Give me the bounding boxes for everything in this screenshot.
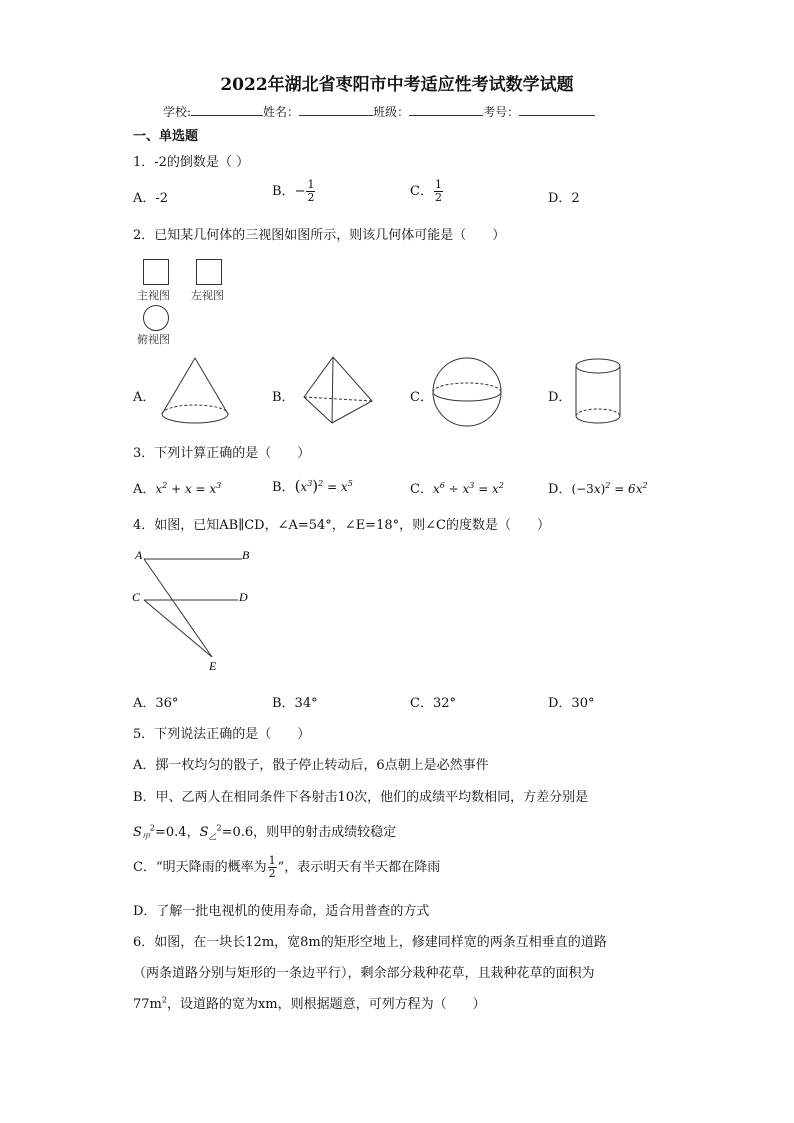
q6-line-1: 6．如图，在一块长12m，宽8m的矩形空地上，修建同样宽的两条互相垂直的道路 bbox=[133, 935, 607, 950]
s-yi-sub: 乙 bbox=[208, 832, 217, 842]
q6-area-sup: 2 bbox=[161, 995, 167, 1005]
left-view-square bbox=[196, 259, 222, 285]
q6-area-value: 77m bbox=[133, 997, 162, 1012]
q1-option-d: D．2 bbox=[548, 191, 580, 206]
q1-b-den: 2 bbox=[307, 191, 315, 204]
q1-c-num: 1 bbox=[434, 178, 442, 191]
q1-stem: 1．-2的倒数是（ ） bbox=[133, 155, 250, 170]
top-view-circle bbox=[143, 305, 169, 331]
q3-c-expr: $x^6 \div x^3 = x^2$ bbox=[432, 481, 504, 496]
q4-stem: 4．如图，已知AB∥CD，∠A=54°，∠E=18°，则∠C的度数是（ ） bbox=[133, 518, 550, 533]
q5-option-b-cont: $S_甲^2=0.4$，$S_乙^2=0.6$，则甲的射击成绩较稳定 bbox=[133, 823, 397, 842]
front-view-label: 主视图 bbox=[137, 289, 170, 302]
q5-c-fraction bbox=[268, 855, 277, 880]
q3-d-expr: $(-3x)^2 = 6x^2$ bbox=[571, 481, 648, 496]
q1-c-den: 2 bbox=[434, 191, 442, 204]
q4-option-b: B．34° bbox=[272, 696, 318, 711]
q1-b-fraction bbox=[306, 179, 315, 204]
point-b-label: B bbox=[242, 548, 250, 562]
q6-line-3-text: ，设道路的宽为xm，则根据题意，可列方程为（ ） bbox=[166, 997, 486, 1012]
q3-b-expr: $(x^3)^2 = x^5$ bbox=[294, 477, 353, 495]
q6-line-2: （两条道路分别与矩形的一条边平行），剩余部分栽种花草，且栽种花草的面积为 bbox=[133, 966, 595, 981]
q3-option-d bbox=[548, 478, 648, 497]
q5-option-a: A．掷一枚均匀的骰子，骰子停止转动后，6点朝上是必然事件 bbox=[133, 758, 489, 773]
q5-option-c bbox=[133, 855, 440, 880]
q5-c-prefix: C．“明天降雨的概率为 bbox=[133, 860, 267, 875]
top-view-label: 俯视图 bbox=[137, 333, 170, 346]
front-view-square bbox=[143, 259, 169, 285]
cylinder-icon bbox=[574, 356, 624, 428]
s-yi-value: =0.6 bbox=[221, 825, 254, 840]
page-title: 2022年湖北省枣阳市中考适应性考试数学试题 bbox=[220, 75, 574, 95]
q3-option-b bbox=[272, 476, 353, 495]
exam-no-blank[interactable] bbox=[519, 103, 595, 116]
q1-b-sign: − bbox=[294, 184, 306, 199]
q5-stem: 5．下列说法正确的是（ ） bbox=[133, 727, 311, 742]
q2-option-c: C． bbox=[410, 390, 433, 405]
s-yi: $S_乙^2$ bbox=[199, 823, 222, 842]
q4-option-c: C．32° bbox=[410, 696, 456, 711]
q3-d-prefix: D． bbox=[548, 482, 572, 497]
name-label: 姓名： bbox=[263, 105, 300, 119]
point-d-label: D bbox=[239, 590, 248, 604]
s-jia-value: =0.4 bbox=[155, 825, 187, 840]
q3-option-c bbox=[410, 478, 504, 497]
q2-option-d: D． bbox=[548, 390, 572, 405]
q4-option-a: A．36° bbox=[133, 696, 179, 711]
q1-option-b bbox=[272, 179, 316, 204]
q5-b-cont-text: ，则甲的射击成绩较稳定 bbox=[253, 825, 397, 840]
sphere-icon bbox=[431, 356, 503, 428]
class-label: 班级： bbox=[373, 105, 410, 119]
q3-stem: 3．下列计算正确的是（ ） bbox=[133, 446, 311, 461]
q2-option-b: B． bbox=[272, 390, 295, 405]
q5-option-b: B．甲、乙两人在相同条件下各射击10次，他们的成绩平均数相同，方差分别是 bbox=[133, 790, 589, 805]
q3-a-expr: $x^2 + x = x^3$ bbox=[155, 481, 222, 496]
q3-option-a bbox=[133, 478, 221, 497]
q4-option-d: D．30° bbox=[548, 696, 595, 711]
left-view-label: 左视图 bbox=[191, 289, 224, 302]
q1-b-num: 1 bbox=[307, 178, 315, 191]
q3-b-prefix: B． bbox=[272, 480, 295, 495]
q4-geometry-figure bbox=[130, 545, 260, 675]
q5-c-den: 2 bbox=[268, 867, 276, 880]
q5-c-suffix: ”，表示明天有半天都在降雨 bbox=[277, 860, 441, 875]
point-a-label: A bbox=[135, 548, 143, 562]
exam-no-label: 考号： bbox=[483, 105, 520, 119]
cone-icon bbox=[158, 356, 232, 426]
s-jia-sub: 甲 bbox=[141, 832, 150, 842]
school-label: 学校: bbox=[163, 105, 192, 119]
point-c-label: C bbox=[132, 590, 141, 604]
q1-option-a: A．-2 bbox=[133, 191, 169, 206]
name-blank[interactable] bbox=[299, 103, 373, 116]
student-info-line bbox=[163, 103, 595, 120]
point-e-label: E bbox=[209, 659, 217, 673]
q3-c-prefix: C． bbox=[410, 482, 433, 497]
q5-c-num: 1 bbox=[268, 854, 276, 867]
school-blank[interactable] bbox=[191, 103, 263, 116]
q6-line-3 bbox=[133, 993, 486, 1012]
q2-option-a: A． bbox=[133, 390, 156, 405]
q1-c-prefix: C． bbox=[410, 184, 433, 199]
q5-option-d: D．了解一批电视机的使用寿命，适合用普查的方式 bbox=[133, 904, 430, 919]
pyramid-icon bbox=[300, 355, 376, 427]
q2-stem: 2．已知某几何体的三视图如图所示，则该几何体可能是（ ） bbox=[133, 228, 506, 243]
section-title: 一、单选题 bbox=[133, 129, 199, 144]
q1-b-prefix: B． bbox=[272, 184, 295, 199]
class-blank[interactable] bbox=[409, 103, 483, 116]
s-jia: $S_甲^2$ bbox=[133, 823, 155, 842]
q1-option-c bbox=[410, 179, 444, 204]
q1-c-fraction bbox=[434, 179, 443, 204]
q3-a-prefix: A． bbox=[133, 482, 156, 497]
